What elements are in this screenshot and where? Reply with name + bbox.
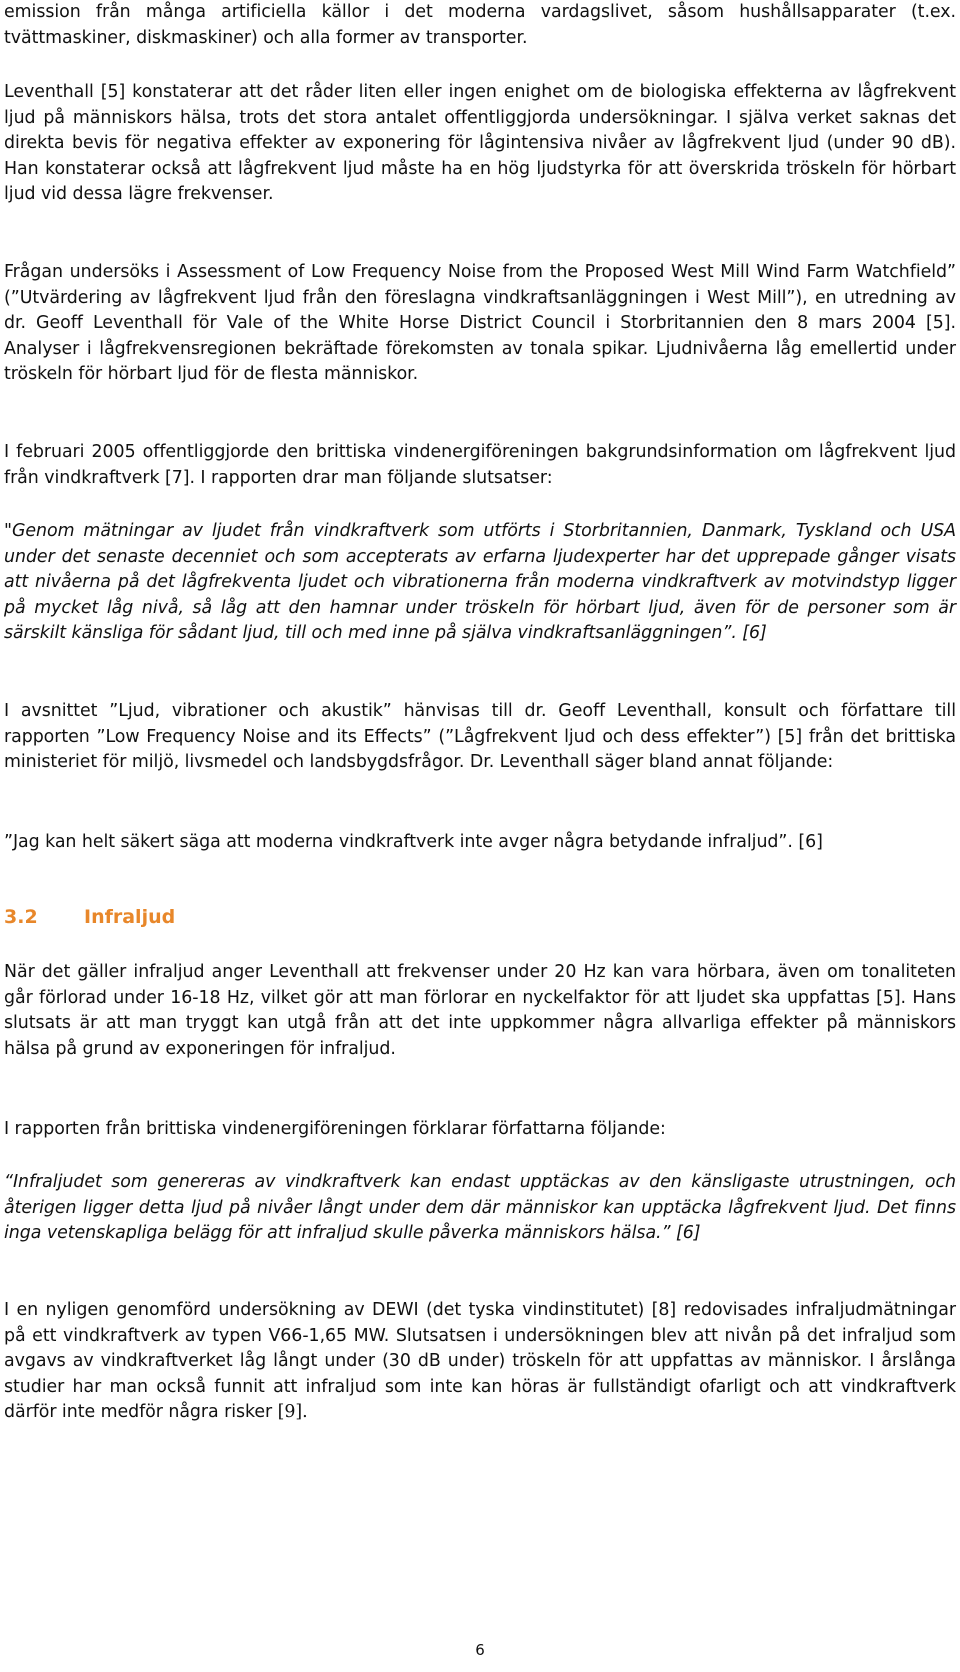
quote-measurements: "Genom mätningar av ljudet från vindkraftverk som utförts i Storbritannien, Danmark, Tyskland och USA under det senaste decenniet och som accepterats av erfarna ljudexperter har det upprepade gånger visats att nivåerna på det lågfrekventa ljudet och vibrationerna från moderna vindkraftverk av motvindstyp ligger på mycket låg nivå, så låg att den hamnar under tröskeln för hörbart ljud, även för de personer som är särskilt känsliga för sådant ljud, till och med inne på själva vindkraftsanläggningen”. [6] (4, 521, 956, 644)
paragraph-infrasound-audibility: När det gäller infraljud anger Leventhall att frekvenser under 20 Hz kan vara hörbara, även om tonaliteten går förlorad under 16-18 Hz, vilket gör att man förlorar en nyckelfaktor för att ljudet ska uppfattas [5]. Hans slutsats är att man tryggt kan utgå från att det inte uppkommer några allvarliga effekter på människors hälsa på grund av exponeringen för infraljud. (4, 962, 956, 1059)
paragraph-defra-section: I avsnittet ”Ljud, vibrationer och akustik” hänvisas till dr. Geoff Leventhall, konsult och författare till rapporten ”Low Frequency Noise and its Effects” (”Lågfrekvent ljud och dess effekter”) [5] från det brittiska ministeriet för miljö, livsmedel och landsbygdsfrågor. Dr. Leventhall säger bland annat följande: (4, 701, 956, 773)
paragraph-west-mill-assessment: Frågan undersöks i Assessment of Low Frequency Noise from the Proposed West Mill Wind Farm Watchfield” (”Utvärdering av lågfrekvent ljud från den föreslagna vindkraftsanläggningen i West Mill”), en utredning av dr. Geoff Leventhall för Vale of the White Horse District Council i Storbritannien den 8 mars 2004 [5]. Analyser i lågfrekvensregionen bekräftade förekomsten av tonala spikar. Ljudnivåerna låg emellertid under tröskeln för hörbart ljud för de flesta människor. (4, 262, 956, 385)
paragraph-dewi-study (4, 1298, 956, 1426)
quote-leventhall: ”Jag kan helt säkert säga att moderna vindkraftverk inte avger några betydande infraljud”. [6] (4, 832, 823, 852)
section-heading (4, 904, 175, 930)
quote-infrasound: “Infraljudet som genereras av vindkraftverk kan endast upptäckas av den känsligaste utrustningen, och återigen ligger detta ljud på nivåer långt under dem där människor kan upptäcka lågfrekvent ljud. Det finns inga vetenskapliga belägg för att infraljud skulle påverka människors hälsa.” [6] (4, 1172, 956, 1244)
reference-9: [9]. (277, 1402, 308, 1423)
dewi-text: I en nyligen genomförd undersökning av DEWI (det tyska vindinstitutet) [8] redovisades infraljudmätningar på ett vindkraftverk av typen V66-1,65 MW. Slutsatsen i undersökningen blev att nivån på det infraljud som avgavs av vindkraftverket låg långt under (30 dB under) tröskeln för att uppfattas av människor. I årslånga studier har man också funnit att infraljud som inte kan höras är fullständigt ofarligt och att vindkraftverk därför inte medför några risker (4, 1300, 956, 1423)
paragraph-bwea-explains: I rapporten från brittiska vindenergiföreningen förklarar författarna följande: (4, 1119, 666, 1139)
paragraph-leventhall-consensus: Leventhall [5] konstaterar att det råder liten eller ingen enighet om de biologiska effekterna av lågfrekvent ljud på människors hälsa, trots det stora antalet offentliggjorda undersökningar. I själva verket saknas det direkta bevis för negativa effekter av exponering för lågintensiva nivåer av lågfrekvent ljud (under 90 dB). Han konstaterar också att lågfrekvent ljud måste ha en hög ljudstyrka för att överskrida tröskeln för hörbart ljud vid dessa lägre frekvenser. (4, 82, 956, 205)
paragraph-bwea-2005: I februari 2005 offentliggjorde den brittiska vindenergiföreningen bakgrundsinformation om lågfrekvent ljud från vindkraftverk [7]. I rapporten drar man följande slutsatser: (4, 442, 956, 488)
paragraph-intro-continued: emission från många artificiella källor i det moderna vardagslivet, såsom hushållsapparater (t.ex. tvättmaskiner, diskmaskiner) och alla former av transporter. (4, 2, 956, 48)
section-number: 3.2 (4, 906, 38, 928)
section-title: Infraljud (84, 906, 176, 928)
page-number: 6 (475, 1641, 485, 1659)
